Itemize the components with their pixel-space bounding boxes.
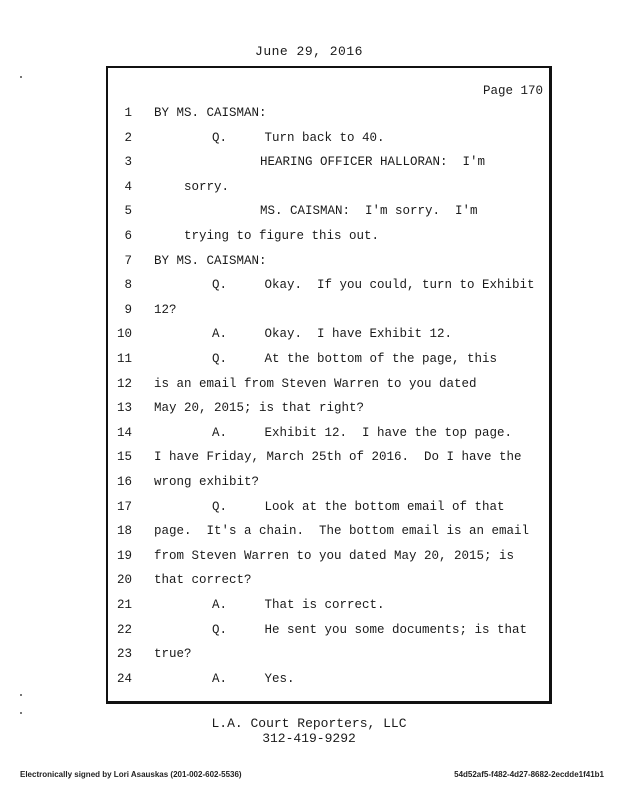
- line-number: 3: [124, 155, 132, 170]
- line-text: BY MS. CAISMAN:: [154, 106, 267, 120]
- line-text: sorry.: [184, 179, 230, 194]
- line-number: 20: [116, 573, 132, 588]
- transcript-line: [108, 573, 549, 593]
- line-number: 14: [116, 425, 132, 440]
- transcript-line: [108, 229, 549, 249]
- electronic-signature: Electronically signed by Lori Asauskas (201-002-602-5536): [20, 770, 242, 779]
- transcript-line: [108, 278, 549, 298]
- line-text: page. It's a chain. The bottom email is an email: [154, 524, 530, 539]
- line-number: 22: [116, 622, 132, 637]
- transcript-date: June 29, 2016: [255, 44, 363, 59]
- transcript-line: [108, 327, 549, 347]
- transcript-line: [108, 204, 549, 224]
- line-number: 9: [124, 302, 132, 317]
- line-text: A. Yes.: [212, 671, 295, 686]
- transcript-line: [108, 303, 549, 323]
- line-number: 2: [124, 130, 132, 145]
- line-text: from Steven Warren to you dated May 20, 2015; is: [154, 548, 515, 563]
- transcript-line: [108, 352, 549, 372]
- line-number: 4: [124, 179, 132, 194]
- line-number: 5: [124, 204, 132, 219]
- transcript-line: [108, 672, 549, 692]
- line-text: 12?: [154, 302, 177, 317]
- transcript-line: [108, 377, 549, 397]
- scan-speck: [20, 712, 22, 714]
- line-number: 23: [116, 647, 132, 662]
- line-number: 13: [116, 401, 132, 416]
- line-text: that correct?: [154, 573, 252, 588]
- line-number: 8: [124, 278, 132, 293]
- transcript-line: [108, 500, 549, 520]
- line-text: wrong exhibit?: [154, 475, 260, 489]
- line-number: 11: [116, 352, 132, 366]
- line-text: Q. He sent you some documents; is that: [212, 622, 528, 637]
- transcript-line: [108, 254, 549, 274]
- line-text: BY MS. CAISMAN:: [154, 253, 267, 268]
- transcript-line: [108, 549, 549, 569]
- line-number: 17: [116, 499, 132, 514]
- transcript-line: [108, 647, 549, 667]
- transcript-line: [108, 180, 549, 200]
- transcript-line: [108, 623, 549, 643]
- line-number: 16: [116, 475, 132, 489]
- line-text: true?: [154, 647, 192, 662]
- line-number: 24: [116, 671, 132, 686]
- line-text: May 20, 2015; is that right?: [154, 401, 365, 416]
- line-number: 21: [116, 598, 132, 612]
- line-text: MS. CAISMAN: I'm sorry. I'm: [260, 204, 478, 219]
- line-text: is an email from Steven Warren to you dated: [154, 376, 477, 391]
- line-number: 6: [124, 229, 132, 243]
- line-number: 12: [116, 376, 132, 391]
- transcript-line: [108, 131, 549, 151]
- transcript-line: [108, 450, 549, 470]
- page-number: Page 170: [482, 84, 543, 98]
- court-reporter-phone: 312-419-9292: [262, 731, 356, 746]
- scan-speck: [20, 694, 22, 696]
- transcript-line: [108, 106, 549, 126]
- line-text: Q. Turn back to 40.: [212, 130, 385, 145]
- transcript-line: [108, 155, 549, 175]
- line-text: Q. At the bottom of the page, this: [212, 352, 498, 366]
- line-number: 15: [116, 450, 132, 465]
- transcript-line: [108, 524, 549, 544]
- line-number: 1: [124, 106, 132, 120]
- document-hash: 54d52af5-f482-4d27-8682-2ecdde1f41b1: [454, 770, 604, 779]
- scan-speck: [20, 76, 22, 78]
- line-number: 10: [116, 327, 132, 342]
- line-text: I have Friday, March 25th of 2016. Do I have the: [154, 450, 522, 465]
- transcript-line: [108, 598, 549, 618]
- line-number: 19: [116, 548, 132, 563]
- line-number: 18: [116, 524, 132, 539]
- line-text: Q. Look at the bottom email of that: [212, 499, 505, 514]
- line-text: A. That is correct.: [212, 598, 385, 612]
- transcript-line: [108, 426, 549, 446]
- transcript-page: [106, 66, 552, 704]
- court-reporter-name: L.A. Court Reporters, LLC: [211, 716, 407, 731]
- line-text: A. Exhibit 12. I have the top page.: [212, 425, 513, 440]
- line-text: HEARING OFFICER HALLORAN: I'm: [260, 155, 486, 170]
- transcript-line: [108, 401, 549, 421]
- line-number: 7: [124, 253, 132, 268]
- line-text: trying to figure this out.: [184, 229, 380, 243]
- line-text: A. Okay. I have Exhibit 12.: [212, 327, 453, 342]
- line-text: Q. Okay. If you could, turn to Exhibit: [212, 278, 535, 293]
- transcript-line: [108, 475, 549, 495]
